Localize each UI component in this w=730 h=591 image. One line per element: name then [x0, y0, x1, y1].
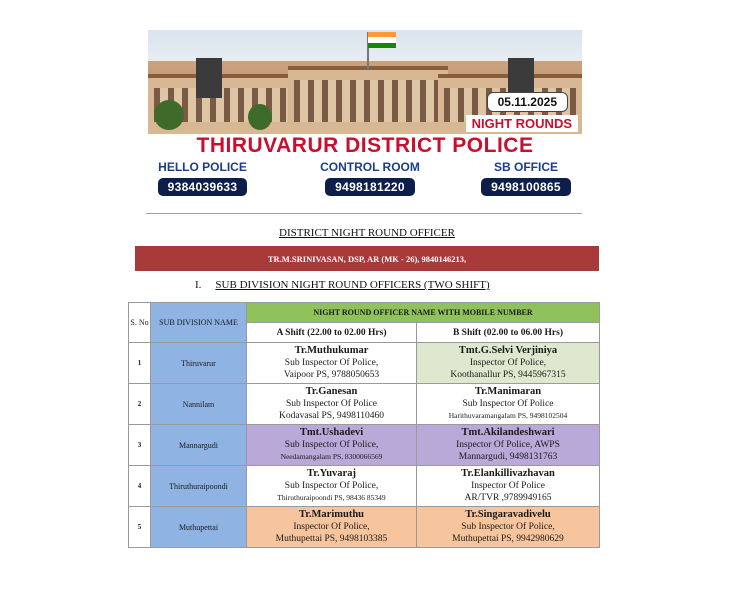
india-flag-icon: [368, 32, 396, 48]
section-title: SUB DIVISION NIGHT ROUND OFFICERS (TWO SHIFT): [215, 279, 490, 291]
night-round-table: [128, 302, 600, 548]
officer-name: Tr.Marimuthu: [298, 509, 365, 520]
officer-station: Muthupettai PS, 9498103385: [275, 534, 388, 544]
officer-station: Kodavasal PS, 9498110460: [279, 411, 384, 421]
row-sno: 5: [129, 507, 151, 548]
officer-name: Tr.Manimaran: [474, 386, 542, 397]
header-b-shift: B Shift (02.00 to 06.00 Hrs): [417, 323, 600, 343]
contact-label: HELLO POLICE: [158, 160, 247, 174]
building-photo: [148, 30, 582, 134]
b-shift-officer: [417, 425, 600, 466]
officer-station: Harithuvaramangalam PS, 9498102504: [448, 411, 568, 420]
table-row: [129, 384, 600, 425]
officer-station: Mannargudi, 9498131763: [458, 452, 558, 462]
section-number: I.: [195, 279, 202, 291]
contact-sb-office: [467, 160, 585, 196]
officer-station: Needamangalam PS, 8300066569: [280, 452, 383, 461]
officer-station: AR/TVR ,9789949165: [464, 493, 552, 503]
officer-name: Tr.Yuvaraj: [307, 468, 356, 479]
officer-station: Vaipoor PS, 9788050653: [283, 370, 380, 380]
row-subdivision: Muthupettai: [151, 507, 247, 548]
officer-name: Tr.Elankillivazhavan: [461, 468, 555, 479]
row-subdivision: Nannilam: [151, 384, 247, 425]
table-row: [129, 425, 600, 466]
contact-label: SB OFFICE: [493, 160, 558, 174]
officer-name: Tr.Muthukumar: [294, 345, 369, 356]
table-row: [129, 507, 600, 548]
officer-rank: Inspector Of Police, AWPS: [456, 440, 560, 450]
row-sno: 2: [129, 384, 151, 425]
officer-name: Tmt.Akilandeshwari: [461, 427, 555, 438]
phone-number[interactable]: 9498100865: [481, 178, 571, 196]
officer-rank: Sub Inspector Of Police,: [284, 358, 379, 368]
a-shift-officer: [247, 507, 417, 548]
b-shift-officer: [417, 384, 600, 425]
row-sno: 3: [129, 425, 151, 466]
officer-rank: Sub Inspector Of Police,: [284, 440, 379, 450]
a-shift-officer: [247, 384, 417, 425]
contact-hello-police: [145, 160, 260, 196]
contact-label: CONTROL ROOM: [320, 160, 420, 174]
row-subdivision: Mannargudi: [151, 425, 247, 466]
contact-control-room: [308, 160, 432, 196]
officer-rank: Sub Inspector Of Police: [462, 399, 554, 409]
tree: [154, 100, 184, 130]
date-badge: 05.11.2025: [487, 92, 568, 112]
officer-rank: Inspector Of Police: [471, 481, 545, 491]
page-title: THIRUVARUR DISTRICT POLICE: [196, 134, 534, 157]
district-officer-bar: [135, 246, 599, 271]
officer-rank: Sub Inspector Of Police,: [284, 481, 379, 491]
district-officer-heading: DISTRICT NIGHT ROUND OFFICER: [279, 227, 455, 239]
building-center-block: [288, 66, 448, 134]
row-subdivision: Thiruthuraipoondi: [151, 466, 247, 507]
phone-number[interactable]: 9498181220: [325, 178, 415, 196]
b-shift-officer: [417, 507, 600, 548]
header-a-shift: A Shift (22.00 to 02.00 Hrs): [247, 323, 417, 343]
row-sno: 4: [129, 466, 151, 507]
phone-number[interactable]: 9384039633: [158, 178, 248, 196]
row-subdivision: Thiruvarur: [151, 343, 247, 384]
b-shift-officer: [417, 466, 600, 507]
row-sno: 1: [129, 343, 151, 384]
a-shift-officer: [247, 425, 417, 466]
officer-rank: Sub Inspector Of Police: [285, 399, 378, 409]
officer-rank: Inspector Of Police,: [293, 522, 370, 532]
table-row: [129, 343, 600, 384]
header-night-round: NIGHT ROUND OFFICER NAME WITH MOBILE NUMBER: [247, 303, 600, 323]
officer-rank: Inspector Of Police,: [469, 358, 547, 368]
tree: [248, 104, 272, 130]
officer-station: Koothanallur PS, 9445967315: [450, 370, 566, 380]
officer-name: Tr.Ganesan: [305, 386, 358, 397]
divider: [146, 213, 582, 214]
officer-station: Muthupettai PS, 9942980629: [452, 534, 564, 544]
officer-name: Tr.Singaravadivelu: [465, 509, 551, 520]
night-rounds-label: NIGHT ROUNDS: [466, 115, 578, 132]
table-header-row: [129, 303, 600, 323]
district-officer-text: TR.M.SRINIVASAN, DSP, AR (MK - 26), 9840146213,: [267, 253, 467, 264]
officer-rank: Sub Inspector Of Police,: [461, 522, 555, 532]
header-subdivision: SUB DIVISION NAME: [151, 303, 247, 343]
b-shift-officer: [417, 343, 600, 384]
contact-strip: [145, 160, 585, 200]
section-heading: [195, 279, 490, 291]
officer-name: Tmt.G.Selvi Verjiniya: [458, 345, 558, 356]
officer-name: Tmt.Ushadevi: [299, 427, 364, 438]
a-shift-officer: [247, 343, 417, 384]
officer-station: Thiruthuraipoondi PS, 98436 85349: [277, 493, 386, 502]
table-row: [129, 466, 600, 507]
header-sno: S. No: [129, 303, 151, 343]
a-shift-officer: [247, 466, 417, 507]
left-tower: [196, 58, 222, 98]
